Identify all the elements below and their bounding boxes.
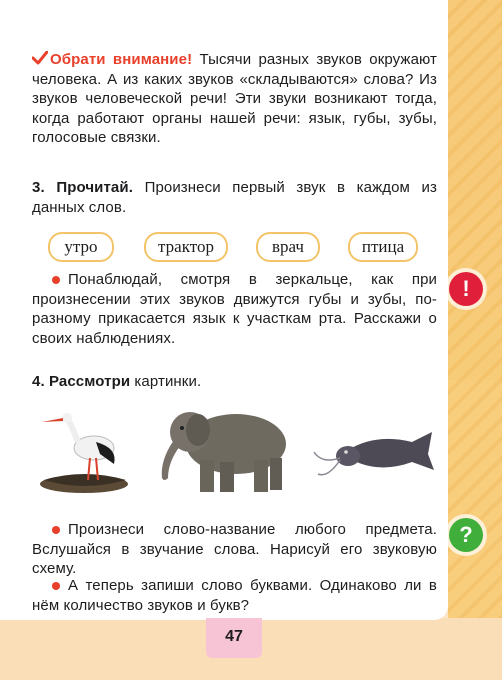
task3-number: 3. — [32, 179, 45, 196]
task4-text: картинки. — [130, 373, 202, 390]
task3-text: Произнеси первый звук в каждом из данных слов. — [32, 179, 437, 216]
task3-observe-text: Понаблюдай, смотря в зеркальце, как при произнесении этих звуков движутся губы и зубы, по-разному прикасается язык к участкам рта. Расскажи о своих наблюдениях. — [32, 271, 437, 347]
word-chip: утро — [48, 232, 114, 262]
important-icon: ! — [449, 272, 483, 306]
task3-title: Прочитай. — [56, 179, 133, 196]
task3-observe — [32, 270, 437, 348]
task4-bullet-1 — [32, 520, 437, 579]
side-decoration-stripes — [448, 0, 502, 680]
stork-picture — [36, 408, 132, 496]
elephant-picture — [150, 400, 298, 496]
checkmark-icon — [32, 51, 48, 65]
task4-title: Рассмотри — [49, 373, 131, 390]
task4-heading — [32, 372, 437, 392]
attention-text: Тысячи разных звуков окружают человека. А из каких звуков «складываются» слова? Из звуков человеческой речи! Эти звуки возникают тогда, когда работают органы нашей речи: язык, губы, зубы, голосовые связки. — [32, 51, 437, 146]
bullet-dot — [52, 582, 60, 590]
task3-heading — [32, 178, 437, 217]
word-chip: трактор — [144, 232, 228, 262]
catfish-picture — [312, 424, 436, 488]
word-list — [48, 232, 428, 262]
task4-bullet-2 — [32, 576, 437, 615]
attention-title: Обрати внимание! — [50, 51, 193, 68]
word-chip: врач — [256, 232, 320, 262]
word-chip: птица — [348, 232, 418, 262]
task4-bullet-2-text: А теперь запиши слово буквами. Одинаково ли в нём количество звуков и букв? — [32, 577, 437, 614]
bullet-dot — [52, 276, 60, 284]
page-number: 47 — [206, 618, 262, 658]
attention-paragraph — [32, 50, 437, 148]
task4-bullet-1-text: Произнеси слово-название любого предмета. Вслушайся в звучание слова. Нарисуй его звуковую схему. — [32, 521, 437, 577]
task4-number: 4. — [32, 373, 45, 390]
bullet-dot — [52, 526, 60, 534]
question-icon: ? — [449, 518, 483, 552]
